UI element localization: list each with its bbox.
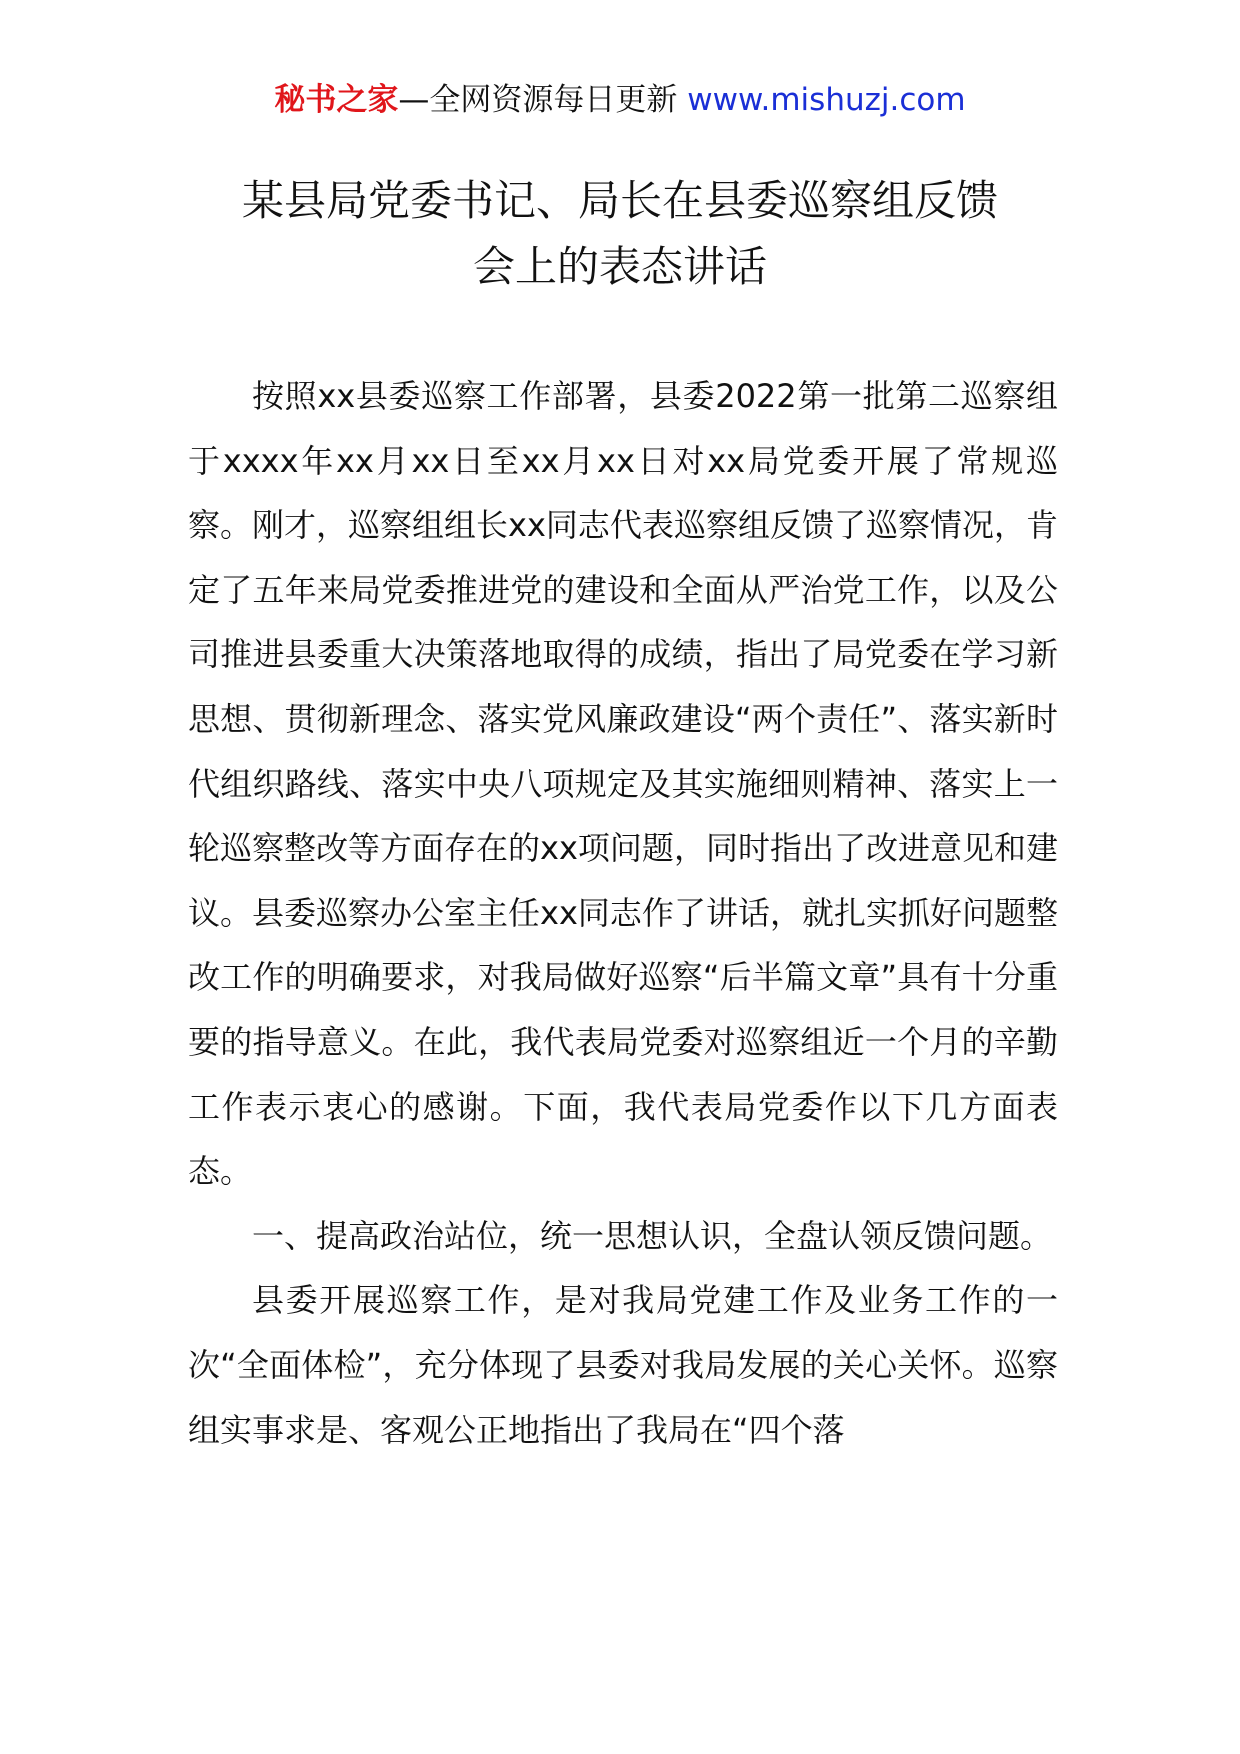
title-line-2: 会上的表态讲话 xyxy=(472,242,767,291)
paragraph-1: 按照xx县委巡察工作部署，县委2022第一批第二巡察组于xxxx年xx月xx日至xx月xx日对xx局党委开展了常规巡察。刚才，巡察组组长xx同志代表巡察组反馈了巡察情况，肯定了五年来局党委推进党的建设和全面从严治党工作，以及公司推进县委重大决策落地取得的成绩，指出了局党委在学习新思想、贯彻新理念、落实党风廉政建设“两个责任”、落实新时代组织路线、落实中央八项规定及其实施细则精神、落实上一轮巡察整改等方面存在的xx项问题，同时指出了改进意见和建议。县委巡察办公室主任xx同志作了讲话，就扎实抓好问题整改工作的明确要求，对我局做好巡察“后半篇文章”具有十分重要的指导意义。在此，我代表局党委对巡察组近一个月的辛勤工作表示衷心的感谢。下面，我代表局党委作以下几方面表态。 xyxy=(188,377,1058,1191)
header-tagline: —全网资源每日更新 xyxy=(398,82,688,118)
section-heading-1: 一、提高政治站位，统一思想认识，全盘认领反馈问题。 xyxy=(252,1216,1053,1255)
title-line-1: 某县局党委书记、局长在县委巡察组反馈 xyxy=(241,176,998,225)
document-body xyxy=(188,364,1058,1462)
paragraph-2: 县委开展巡察工作，是对我局党建工作及业务工作的一次“全面体检”，充分体现了县委对我局发展的关心关怀。巡察组实事求是、客观公正地指出了我局在“四个落 xyxy=(188,1281,1058,1449)
document-title xyxy=(160,168,1080,300)
brand-name: 秘书之家 xyxy=(274,82,399,118)
site-header xyxy=(0,78,1240,122)
website-link[interactable]: www.mishuzj.com xyxy=(687,82,966,118)
